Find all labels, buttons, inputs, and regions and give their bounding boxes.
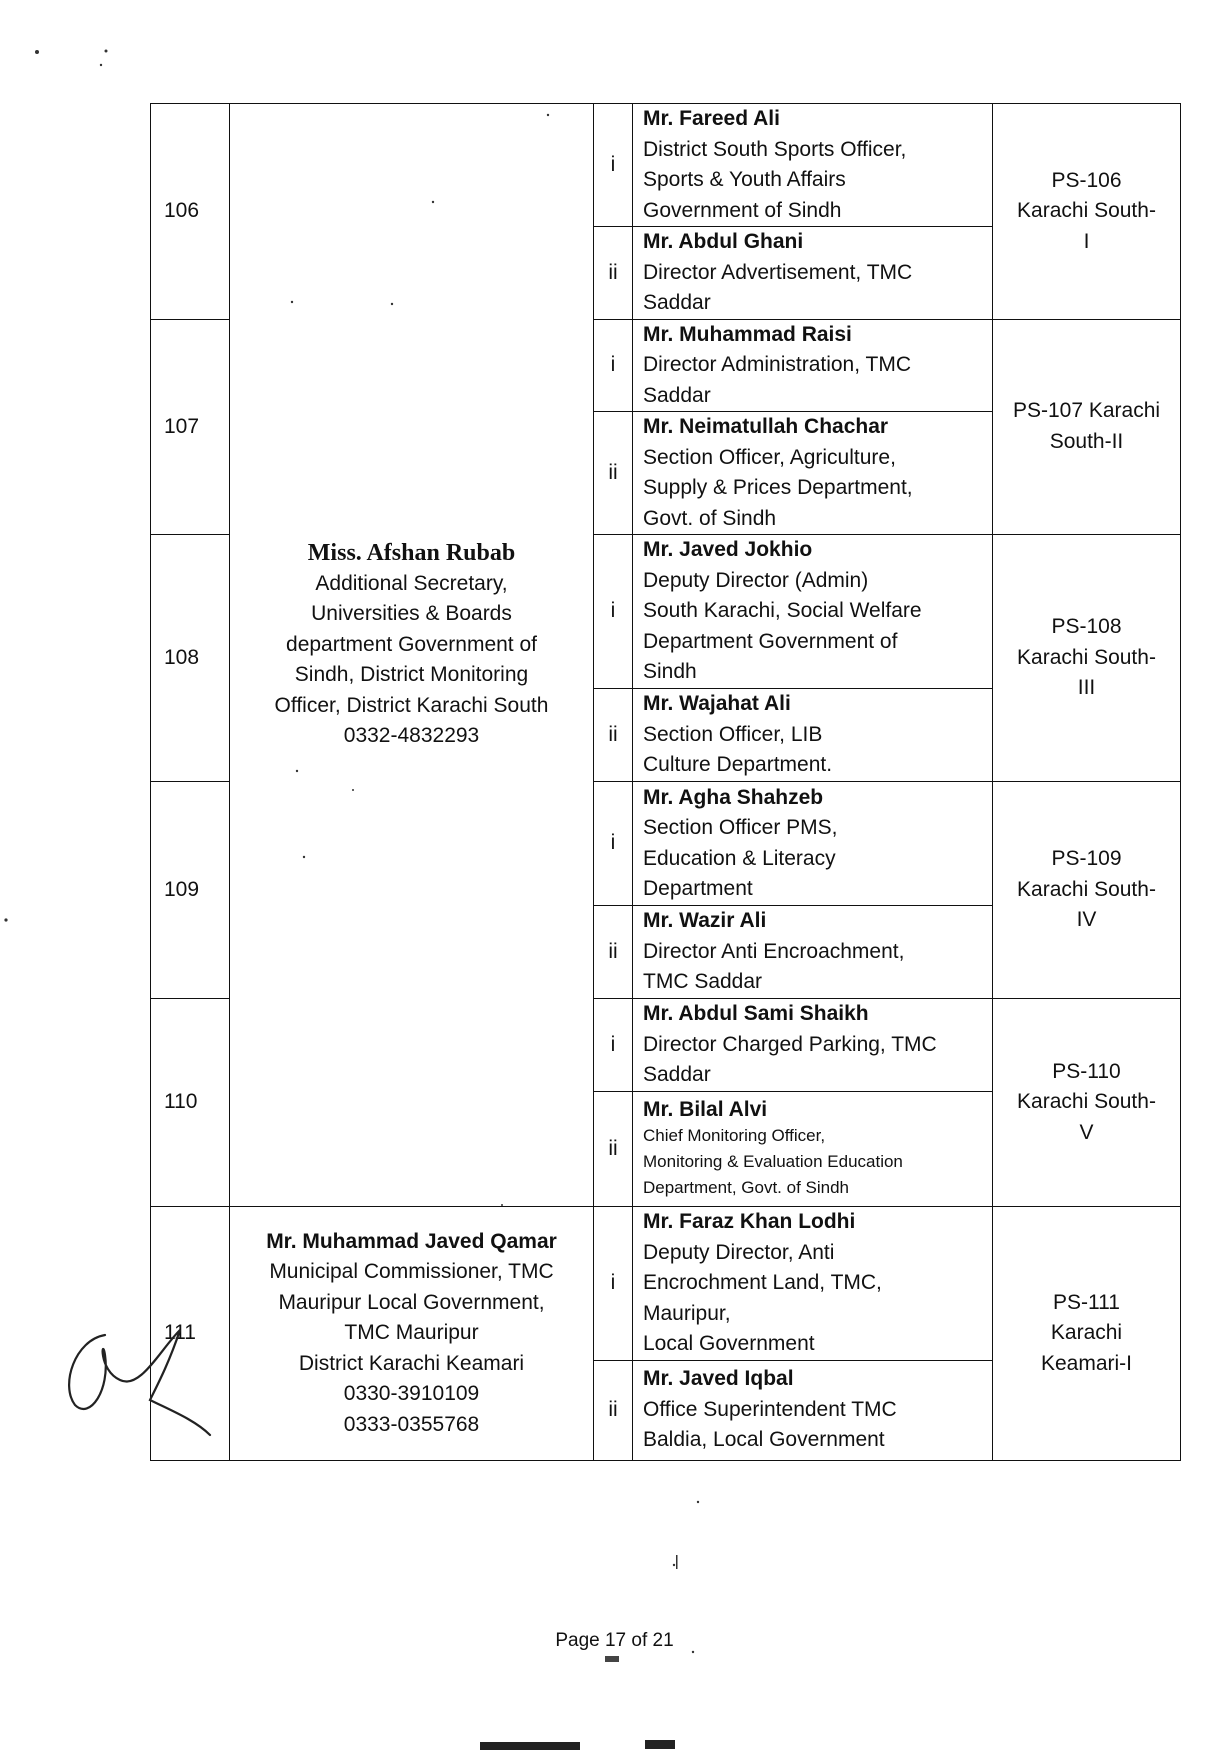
- staff-number: i: [594, 782, 633, 906]
- district-monitoring-officer: Mr. Muhammad Javed Qamar Municipal Commissioner, TMC Mauripur Local Government, TMC Mauripur District Karachi Keamari 0330-3910109 0333-0355768: [230, 1207, 594, 1461]
- polling-station: PS-108 Karachi South- III: [993, 535, 1181, 782]
- staff-name: Mr. Agha Shahzeb: [643, 785, 824, 809]
- staff-number: i: [594, 999, 633, 1092]
- staff-name: Mr. Abdul Ghani: [643, 230, 804, 253]
- serial-number: 109: [151, 782, 230, 999]
- staff-cell: Mr. Javed Jokhio Deputy Director (Admin) South Karachi, Social Welfare Department Government of Sindh: [633, 535, 993, 689]
- polling-station: PS-107 Karachi South-II: [993, 319, 1181, 535]
- staff-name: Mr. Fareed Ali: [643, 107, 780, 130]
- district-monitoring-officer: Miss. Afshan Rubab Additional Secretary, Universities & Boards department Government of Sindh, District Monitoring Officer, District Karachi South 0332-4832293: [230, 104, 594, 1207]
- staff-name: Mr. Javed Iqbal: [643, 1367, 794, 1391]
- page-number: Page 17 of 21: [555, 1630, 674, 1651]
- serial-number: 111: [151, 1207, 230, 1461]
- staff-number: ii: [594, 412, 633, 535]
- polling-station: PS-109 Karachi South- IV: [993, 782, 1181, 999]
- staff-cell: Mr. Bilal Alvi Chief Monitoring Officer, Monitoring & Evaluation Education Department, Govt. of Sindh: [633, 1092, 993, 1207]
- staff-name: Mr. Faraz Khan Lodhi: [643, 1210, 856, 1233]
- staff-number: ii: [594, 227, 633, 320]
- staff-name: Mr. Muhammad Raisi: [643, 322, 852, 346]
- officer-phone: 0332-4832293: [343, 724, 480, 748]
- serial-number: 106: [151, 104, 230, 320]
- officer-name: Mr. Muhammad Javed Qamar: [266, 1229, 557, 1253]
- staff-number: ii: [594, 689, 633, 782]
- staff-number: i: [594, 319, 633, 412]
- staff-name: Mr. Wazir Ali: [643, 909, 767, 933]
- staff-number: ii: [594, 1092, 633, 1207]
- polling-station: PS-106 Karachi South- I: [993, 104, 1181, 320]
- staff-cell: Mr. Wazir Ali Director Anti Encroachment, TMC Saddar: [633, 906, 993, 999]
- staff-cell: Mr. Muhammad Raisi Director Administration, TMC Saddar: [633, 319, 993, 412]
- polling-station: PS-110 Karachi South- V: [993, 999, 1181, 1207]
- staff-cell: Mr. Javed Iqbal Office Superintendent TMC Baldia, Local Government: [633, 1360, 993, 1460]
- staff-number: ii: [594, 1360, 633, 1460]
- staff-cell: Mr. Fareed Ali District South Sports Officer, Sports & Youth Affairs Government of Sindh: [633, 104, 993, 227]
- staff-name: Mr. Bilal Alvi: [643, 1098, 768, 1121]
- staff-name: Mr. Wajahat Ali: [643, 692, 791, 716]
- staff-name: Mr. Neimatullah Chachar: [643, 415, 889, 438]
- staff-name: Mr. Abdul Sami Shaikh: [643, 1002, 869, 1026]
- polling-station: PS-111 Karachi Keamari-I: [993, 1207, 1181, 1461]
- staff-cell: Mr. Agha Shahzeb Section Officer PMS, Education & Literacy Department: [633, 782, 993, 906]
- staff-cell: Mr. Neimatullah Chachar Section Officer, Agriculture, Supply & Prices Department, Govt. of Sindh: [633, 412, 993, 535]
- officer-phone: 0330-3910109: [343, 1382, 480, 1405]
- staff-cell: Mr. Faraz Khan Lodhi Deputy Director, Anti Encrochment Land, TMC, Mauripur, Local Government: [633, 1207, 993, 1361]
- officer-phone: 0333-0355768: [343, 1412, 480, 1436]
- staff-number: i: [594, 104, 633, 227]
- staff-number: i: [594, 1207, 633, 1361]
- staff-cell: Mr. Abdul Sami Shaikh Director Charged Parking, TMC Saddar: [633, 999, 993, 1092]
- serial-number: 110: [151, 999, 230, 1207]
- staff-cell: Mr. Wajahat Ali Section Officer, LIB Culture Department.: [633, 689, 993, 782]
- staff-cell: Mr. Abdul Ghani Director Advertisement, TMC Saddar: [633, 227, 993, 320]
- staff-number: i: [594, 535, 633, 689]
- staff-name: Mr. Javed Jokhio: [643, 538, 813, 562]
- serial-number: 108: [151, 535, 230, 782]
- staff-number: ii: [594, 906, 633, 999]
- officer-name: Miss. Afshan Rubab: [307, 540, 516, 567]
- serial-number: 107: [151, 319, 230, 535]
